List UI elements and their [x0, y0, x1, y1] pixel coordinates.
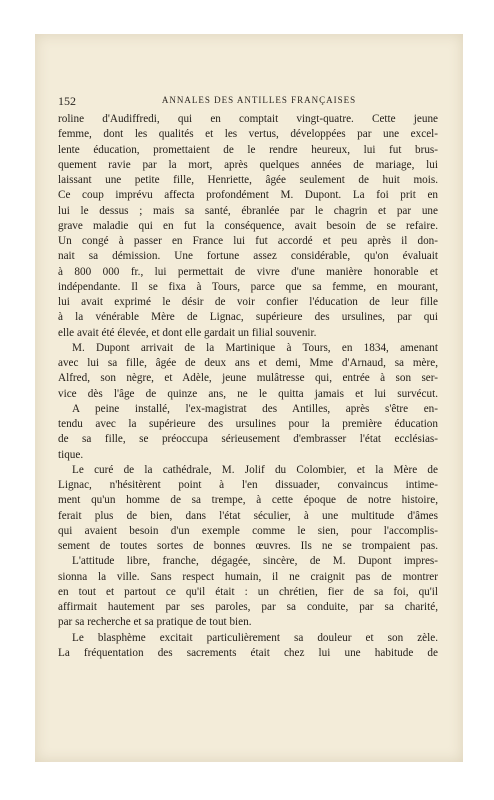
- text-line: par sa recherche et sa pratique de tout bien.: [58, 616, 252, 629]
- text-line: sement de toutes sortes de bonnes œuvres. Ils ne se trompaient pas.: [58, 540, 438, 552]
- text-line: L'attitude libre, franche, dégagée, sincère, de M. Dupont impres-: [72, 555, 438, 568]
- text-line: A peine installé, l'ex-magistrat des Antilles, après s'être en-: [72, 402, 438, 415]
- text-line: Le curé de la cathédrale, M. Jolif du Colombier, et la Mère de: [72, 463, 438, 476]
- text-line: grave maladie qui en fut la conséquence, avait besoin de se refaire.: [58, 219, 438, 232]
- text-line: ment qu'un homme de sa trempe, à cette époque de notre histoire,: [58, 494, 438, 507]
- text-line: Le blasphème excitait particulièrement sa douleur et son zèle.: [72, 631, 438, 644]
- page-number: 152: [58, 94, 76, 108]
- text-line: en tout et partout ce qu'il était : un chrétien, fier de sa foi, qu'il: [58, 585, 438, 598]
- text-line: roline d'Audiffredi, qui en comptait vingt-quatre. Cette jeune: [58, 113, 438, 125]
- text-line: avec lui sa fille, âgée de deux ans et demi, Mme d'Arnaud, sa mère,: [58, 357, 438, 369]
- text-line: femme, dont les qualités et les vertus, développées par une excel-: [58, 128, 438, 141]
- text-line: à 800 000 fr., lui permettait de vivre d'une manière honorable et: [58, 265, 438, 278]
- text-line: lui le dessus ; mais sa santé, ébranlée par le chagrin et par une: [58, 204, 438, 217]
- text-line: quement ravie par la mort, après quelques années de mariage, lui: [58, 158, 438, 171]
- text-line: Lignac, n'hésitèrent point à l'en dissuader, convaincus intime-: [58, 479, 438, 491]
- text-line: lui avait exprimé le désir de voir confier l'éducation de leur fille: [58, 296, 438, 308]
- running-title: ANNALES DES ANTILLES FRANÇAISES: [161, 95, 357, 105]
- text-line: elle avait été élevée, et dont elle gardait un filial souvenir.: [58, 326, 317, 339]
- text-line: sionna la ville. Sans respect humain, il ne craignit pas de montrer: [58, 570, 438, 583]
- text-line: tendu avec la supérieure des ursulines pour la première éducation: [58, 418, 438, 430]
- text-line: laissant une petite fille, Henriette, âgée seulement de huit mois.: [58, 174, 438, 186]
- text-line: de sa fille, se préoccupa sérieusement d'embrasser l'état ecclésias-: [58, 433, 438, 446]
- body-text: [58, 112, 438, 661]
- text-line: affirmait hautement par ses paroles, par sa conduite, par sa charité,: [58, 601, 438, 613]
- page-header: [58, 94, 438, 110]
- text-line: La fréquentation des sacrements était chez lui une habitude de: [58, 646, 438, 659]
- text-line: Ce coup imprévu affecta profondément M. Dupont. La foi prit en: [58, 189, 438, 202]
- text-line: à la vénérable Mère de Lignac, supérieure des ursulines, par qui: [58, 311, 438, 324]
- text-line: nait sa démission. Une fortune assez considérable, qu'on évaluait: [58, 250, 438, 263]
- text-line: M. Dupont arrivait de la Martinique à Tours, en 1834, amenant: [72, 341, 438, 354]
- text-line: vice dès l'âge de quinze ans, ne le quitta jamais et lui survécut.: [58, 387, 438, 400]
- text-line: qui avaient besoin d'un exemple comme le sien, pour l'accomplis-: [58, 524, 438, 537]
- text-line: Alfred, son nègre, et Adèle, jeune mulâtresse qui, entrée à son ser-: [58, 372, 438, 385]
- text-line: tique.: [58, 448, 84, 461]
- text-line: ferait plus de bien, dans l'état séculier, à une multitude d'âmes: [58, 509, 438, 522]
- text-line: Un congé à passer en France lui fut accordé et peu après il don-: [58, 235, 438, 247]
- text-line: lente éducation, promettaient de le rendre heureux, lui fut brus-: [58, 143, 438, 156]
- text-line: indépendante. Il se fixa à Tours, parce que sa femme, en mourant,: [58, 280, 438, 293]
